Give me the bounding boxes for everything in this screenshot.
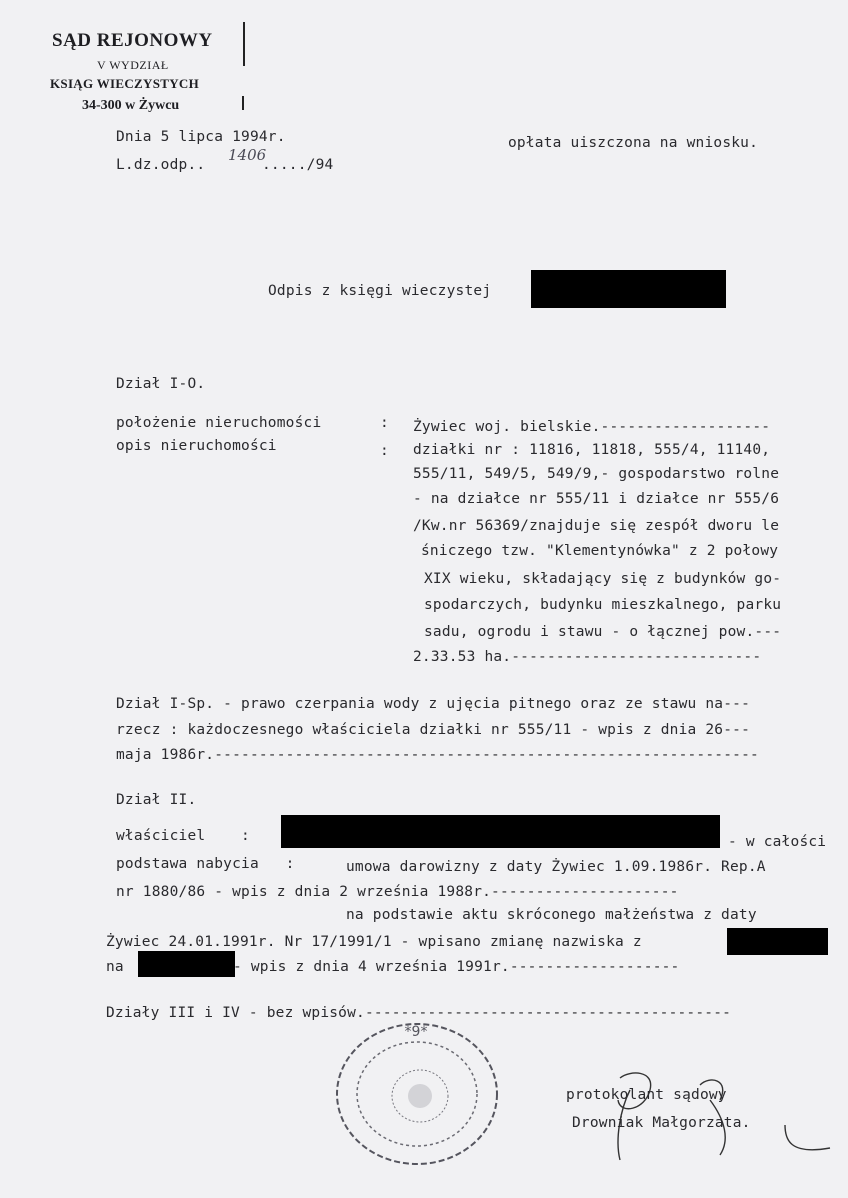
fee-note: opłata uiszczona na wniosku.	[508, 135, 759, 151]
section-isp-line: rzecz : każdoczesnego właściciela działki nr 555/11 - wpis z dnia 26---	[116, 722, 751, 738]
description-line: - na działce nr 555/11 i działce nr 555/6	[413, 491, 780, 507]
redaction-block	[531, 270, 726, 308]
description-line: działki nr : 11816, 11818, 555/4, 11140,	[413, 442, 771, 458]
description-line: spodarczych, budynku mieszkalnego, parku	[424, 597, 782, 613]
name-change-prefix: na	[106, 959, 124, 975]
location-label: położenie nieruchomości	[116, 415, 322, 431]
description-line: śniczego tzw. "Klementynówka" z 2 połowy	[421, 543, 779, 559]
redaction-block	[138, 951, 235, 977]
owner-suffix: - w całości	[728, 834, 827, 850]
location-value: Żywiec woj. bielskie.-------------------	[413, 419, 771, 435]
description-line: 2.33.53 ha.----------------------------	[413, 649, 762, 665]
court-seal-image	[330, 1018, 505, 1168]
stamp-court-name: SĄD REJONOWY	[52, 30, 213, 51]
reference-number-handwritten: 1406	[228, 146, 267, 164]
basis-label: podstawa nabycia :	[116, 856, 295, 872]
stamp-address: 34-300 w Żywcu	[82, 98, 180, 113]
section-ii-heading: Dział II.	[116, 792, 197, 808]
redaction-block	[727, 928, 828, 955]
description-line: sadu, ogrodu i stawu - o łącznej pow.---	[424, 624, 782, 640]
owner-label: właściciel :	[116, 828, 250, 844]
clerk-role: protokolant sądowy	[566, 1087, 727, 1103]
section-isp-line: Dział I-Sp. - prawo czerpania wody z ujęcia pitnego oraz ze stawu na---	[116, 696, 751, 712]
description-line: 555/11, 549/5, 549/9,- gospodarstwo rolne	[413, 466, 780, 482]
name-change-suffix: - wpis z dnia 4 września 1991r.-------------------	[233, 959, 680, 975]
redaction-block	[281, 815, 720, 848]
section-iii-iv: Działy III i IV - bez wpisów.-----------------------------------------	[106, 1005, 732, 1021]
basis-value: umowa darowizny z daty Żywiec 1.09.1986r. Rep.A	[346, 859, 766, 875]
issue-date: Dnia 5 lipca 1994r.	[116, 129, 286, 145]
svg-text:*9*: *9*	[404, 1024, 428, 1040]
location-colon: :	[380, 415, 389, 431]
section-isp-line: maja 1986r.-------------------------------------------------------------	[116, 747, 759, 763]
name-change-line: Żywiec 24.01.1991r. Nr 17/1991/1 - wpisano zmianę nazwiska z	[106, 934, 642, 950]
description-colon: :	[380, 443, 389, 459]
description-label: opis nieruchomości	[116, 438, 277, 454]
document-title: Odpis z księgi wieczystej	[268, 283, 492, 299]
clerk-name: Drowniak Małgorzata.	[572, 1115, 751, 1131]
description-line: XIX wieku, składający się z budynków go-	[424, 571, 782, 587]
stamp-division: V WYDZIAŁ	[97, 58, 169, 72]
reference-prefix: L.dz.odp..	[116, 157, 206, 173]
basis-line: nr 1880/86 - wpis z dnia 2 września 1988r.---------------------	[116, 884, 679, 900]
stamp-border	[242, 96, 244, 110]
section-i0-heading: Dział I-O.	[116, 376, 206, 392]
description-line: /Kw.nr 56369/znajduje się zespół dworu le	[413, 518, 780, 534]
stamp-border	[243, 22, 245, 66]
stamp-department: KSIĄG WIECZYSTYCH	[50, 76, 199, 91]
reference-suffix: ...../94	[262, 157, 334, 173]
name-change-line: na podstawie aktu skróconego małżeństwa z daty	[346, 907, 757, 923]
